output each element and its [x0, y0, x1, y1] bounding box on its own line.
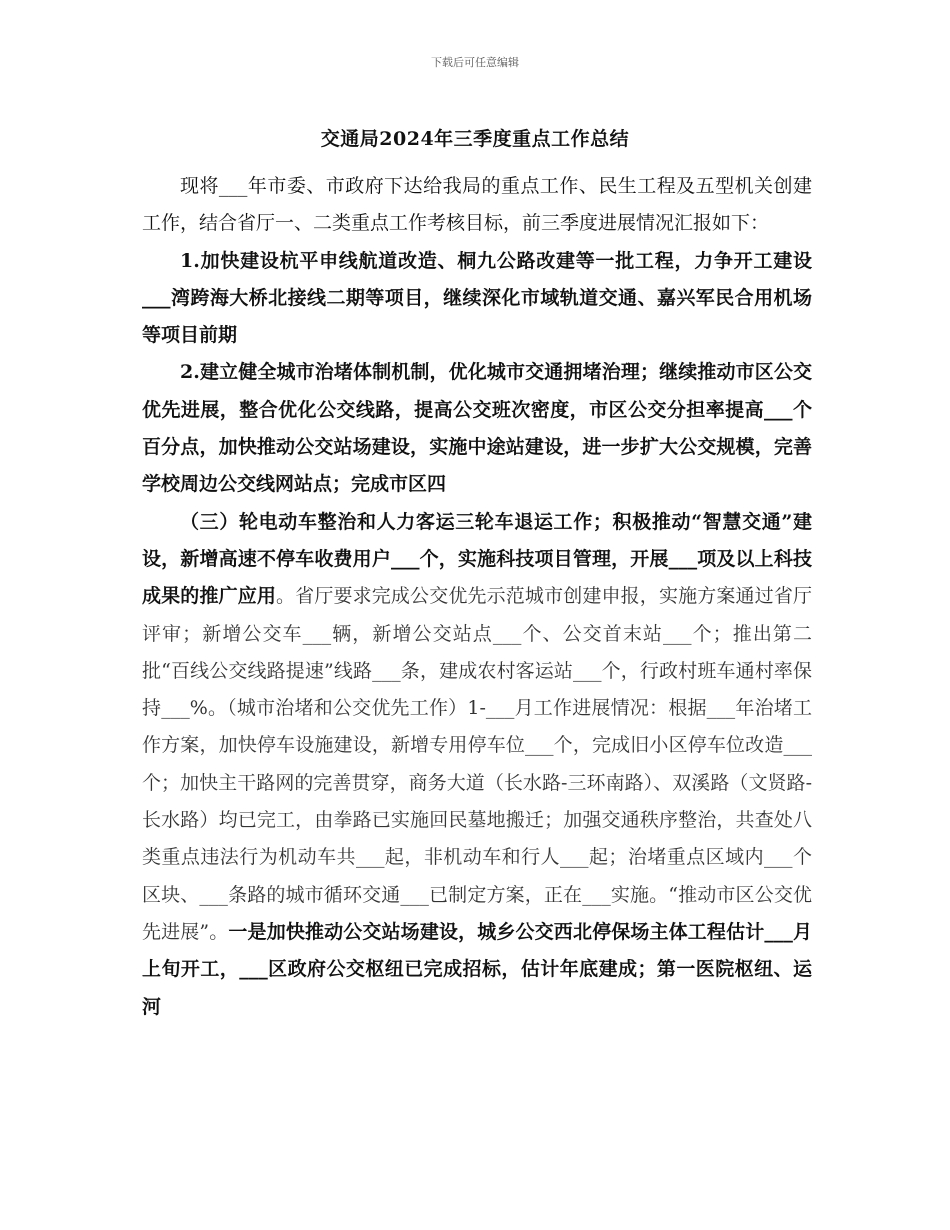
document-body	[142, 168, 812, 1026]
document-title: 交通局2024年三季度重点工作总结	[320, 128, 630, 150]
paragraph-item-3-regular: 。省厅要求完成公交优先示范城市创建申报，实施方案通过省厅评审；新增公交车___辆，新增公交站点___个、公交首末站___个；推出第二批“百线公交线路提速”线路___条，建成农村客运站___个，行政村班车通村率保持___%。（城市治堵和公交优先工作）1-___月工作进展情况：根据___年治堵工作方案，加快停车设施建设，新增专用停车位___个，完成旧小区停车位改造___个；加快主干路网的完善贯穿，商务大道（长水路-三环南路）、双溪路（文贤路-长水路）均已完工，由拳路已实施回民墓地搬迁；加强交通秩序整治，共查处八类重点违法行为机动车共___起，非机动车和行人___起；治堵重点区域内___个区块、___条路的城市循环交通___已制定方案，正在___实施。“推动市区公交优先进展”。	[142, 585, 812, 943]
page-header: 下载后可任意编辑	[431, 56, 519, 69]
paragraph-item-2: 2.建立健全城市治堵体制机制，优化城市交通拥堵治理；继续推动市区公交优先进展，整合优化公交线路，提高公交班次密度，市区公交分担率提高___个百分点，加快推动公交站场建设，实施中途站建设，进一步扩大公交规模，完善学校周边公交线网站点；完成市区四	[142, 361, 812, 496]
paragraph-item-3-bold-end: 一是加快推动公交站场建设，城乡公交西北停保场主体工程估计___月上旬开工，___区政府公交枢纽已完成招标，估计年底建成；第一医院枢纽、运河	[142, 920, 812, 1018]
paragraph-item-1: 1.加快建设杭平申线航道改造、桐九公路改建等一批工程，力争开工建设___湾跨海大桥北接线二期等项目，继续深化市域轨道交通、嘉兴军民合用机场等项目前期	[142, 249, 812, 347]
paragraph-item-3	[142, 504, 812, 1026]
paragraph-intro: 现将___年市委、市政府下达给我局的重点工作、民生工程及五型机关创建工作，结合省厅一、二类重点工作考核目标，前三季度进展情况汇报如下：	[142, 175, 812, 235]
paragraph-item-3-bold: （三）轮电动车整治和人力客运三轮车退运工作；积极推动“智慧交通”建设，新增高速不停车收费用户___个，实施科技项目管理，开展___项及以上科技成果的推广应用	[142, 510, 812, 608]
